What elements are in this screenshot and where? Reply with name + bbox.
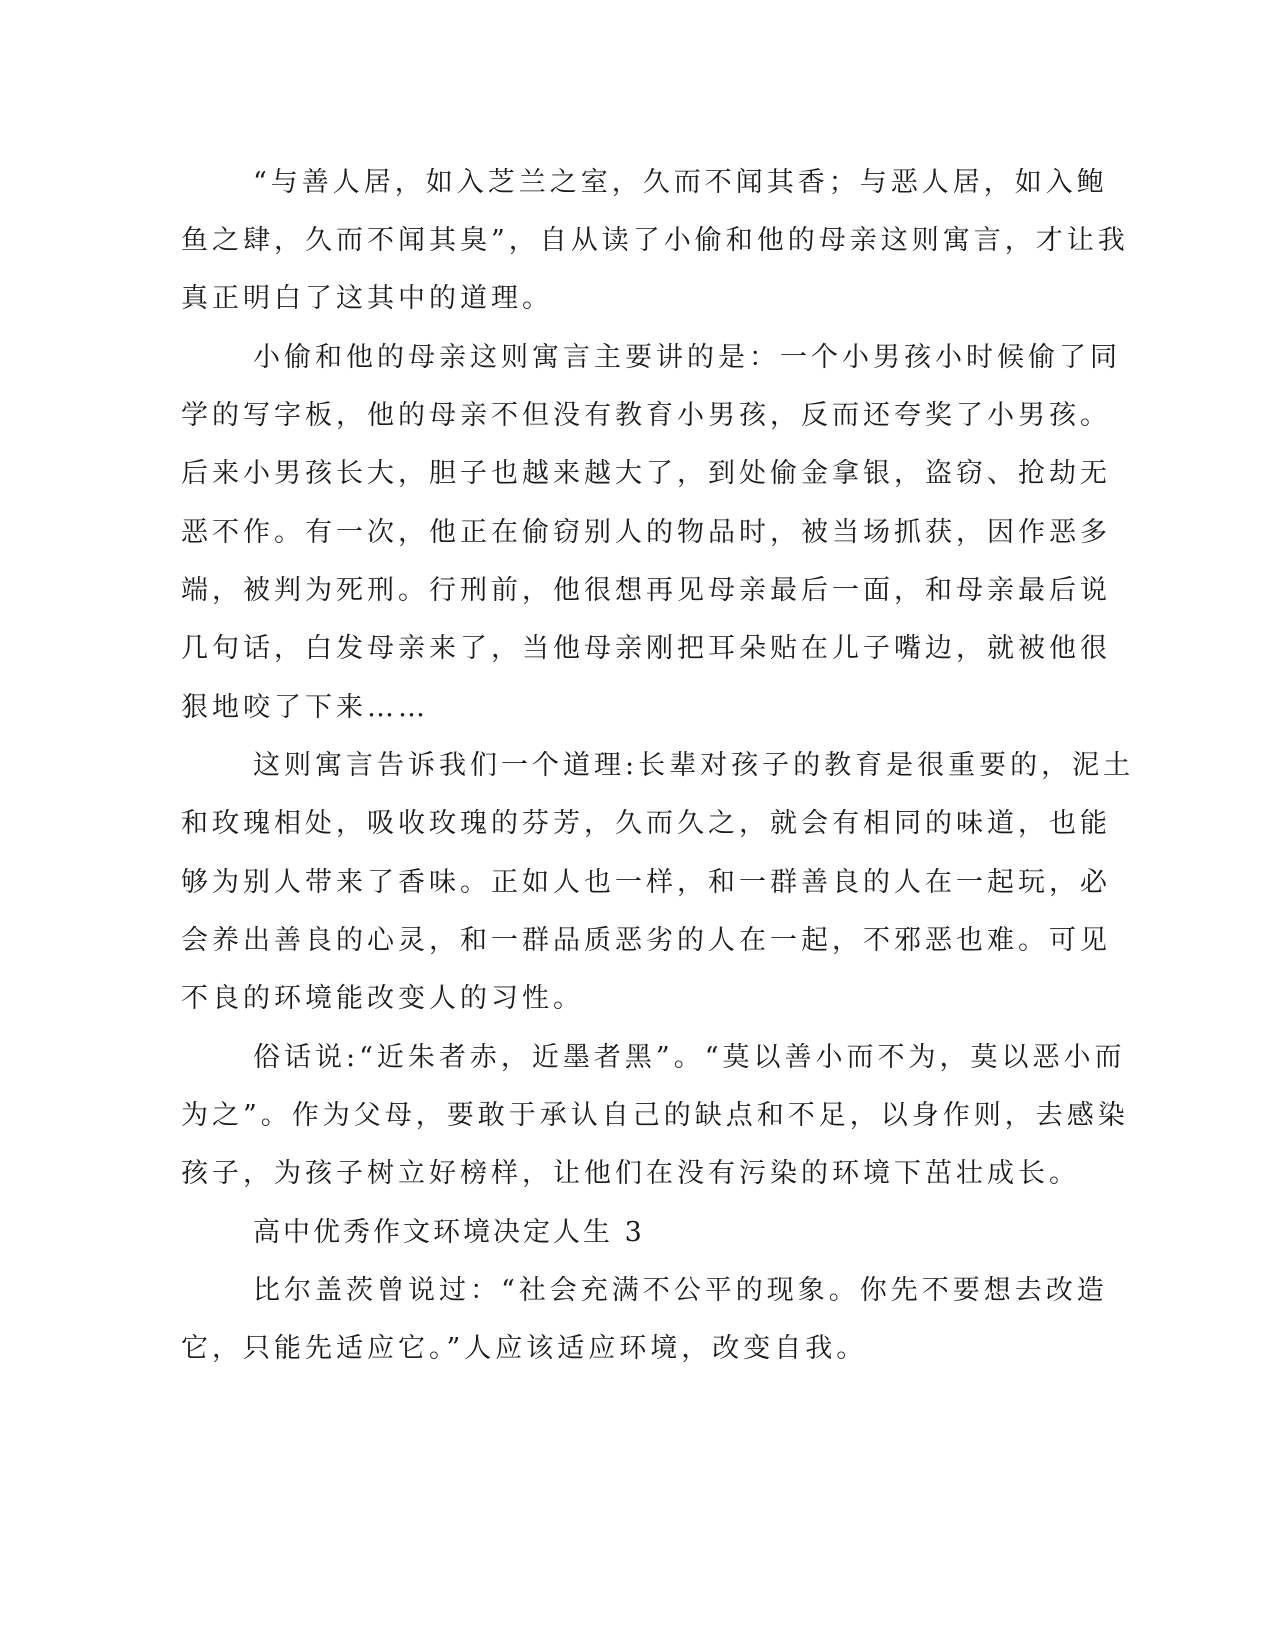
paragraph-4-line-3: 孩子，为孩子树立好榜样，让他们在没有污染的环境下茁壮成长。 (181, 1158, 1080, 1189)
paragraph-5-line-1: 比尔盖茨曾说过：“社会充满不公平的现象。你先不要想去改造 (253, 1275, 1108, 1306)
paragraph-3-line-3: 够为别人带来了香味。正如人也一样，和一群善良的人在一起玩，必 (181, 867, 1111, 898)
paragraph-2-line-2: 学的写字板，他的母亲不但没有教育小男孩，反而还夸奖了小男孩。 (181, 400, 1111, 431)
paragraph-1-line-1: “与善人居，如入芝兰之室，久而不闻其香；与恶人居，如入鲍 (253, 167, 1108, 198)
paragraph-5-line-2: 它，只能先适应它。”人应该适应环境，改变自我。 (181, 1333, 868, 1364)
paragraph-3-line-2: 和玫瑰相处，吸收玫瑰的芬芳，久而久之，就会有相同的味道，也能 (181, 808, 1111, 839)
paragraph-3-line-5: 不良的环境能改变人的习性。 (181, 983, 584, 1014)
paragraph-4-line-2: 为之”。作为父母，要敢于承认自己的缺点和不足，以身作则，去感染 (181, 1100, 1129, 1131)
paragraph-2-line-7: 狠地咬了下来…… (181, 692, 429, 723)
paragraph-3-line-1: 这则寓言告诉我们一个道理:长辈对孩子的教育是很重要的，泥土 (253, 750, 1135, 781)
paragraph-2-line-3: 后来小男孩长大，胆子也越来越大了，到处偷金拿银，盗窃、抢劫无 (181, 458, 1111, 489)
paragraph-2-line-6: 几句话，白发母亲来了，当他母亲刚把耳朵贴在儿子嘴边，就被他很 (181, 633, 1111, 664)
paragraph-2-line-5: 端，被判为死刑。行刑前，他很想再见母亲最后一面，和母亲最后说 (181, 575, 1111, 606)
paragraph-1-line-2: 鱼之肆，久而不闻其臭”，自从读了小偷和他的母亲这则寓言，才让我 (181, 225, 1129, 256)
paragraph-4-line-1: 俗话说:“近朱者赤，近墨者黑”。“莫以善小而不为，莫以恶小而 (253, 1042, 1126, 1073)
paragraph-3-line-4: 会养出善良的心灵，和一群品质恶劣的人在一起，不邪恶也难。可见 (181, 925, 1111, 956)
paragraph-1-line-3: 真正明白了这其中的道理。 (181, 283, 553, 314)
section-heading: 高中优秀作文环境决定人生 3 (253, 1217, 645, 1248)
paragraph-2-line-4: 恶不作。有一次，他正在偷窃别人的物品时，被当场抓获，因作恶多 (181, 517, 1111, 548)
paragraph-2-line-1: 小偷和他的母亲这则寓言主要讲的是：一个小男孩小时候偷了同 (253, 342, 1121, 373)
